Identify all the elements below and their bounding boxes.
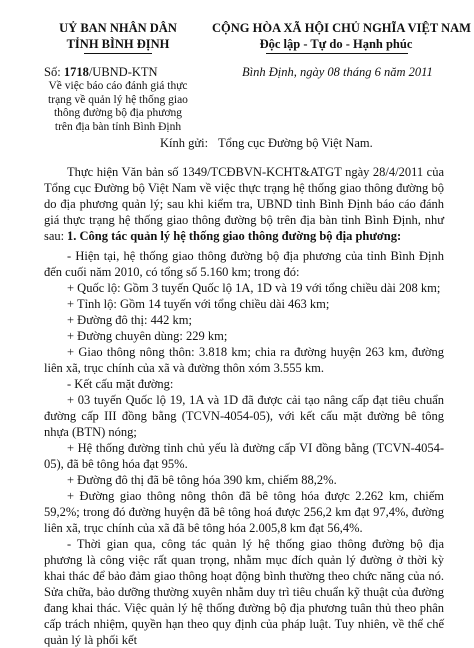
body-item: - Kết cấu mặt đường: (67, 377, 174, 391)
section-1-title: 1. Công tác quản lý hệ thống giao thông đường bộ địa phương: (67, 229, 402, 243)
document-date: Bình Định, ngày 08 tháng 6 năm 2011 (242, 65, 433, 79)
org-name-line1: UỶ BAN NHÂN DÂN (59, 21, 177, 35)
body-item: + Đường đô thị: 442 km; (67, 313, 192, 327)
subject-line: thông đường bộ địa phương (53, 107, 183, 119)
motto-underline (266, 53, 408, 54)
body-item: + Đường chuyên dùng: 229 km; (67, 329, 228, 343)
body-item: - Thời gian qua, công tác quản lý hệ thống giao thông đường bộ địa phương là công việc rất quan trọng, nhằm mục đích quản lý đường ở thời kỳ khai thác để bảo đảm giao thông hoạt động bình thường theo chức năng của nó. Sửa chữa, bảo dưỡng thường xuyên nhằm duy trì tiêu chuẩn kỹ thuật của đường đang khai thác. Việc quản lý hệ thống đường bộ địa phương tuân thủ theo phân cấp trách nhiệm, quyền hạn theo quy định của pháp luật. Tuy nhiên, về thể chế quản lý là phối kết (44, 537, 444, 647)
document-subject (34, 80, 202, 134)
nation-motto: Độc lập - Tự do - Hạnh phúc (259, 37, 413, 51)
document-number: Số: 1718/UBND-KTN (44, 65, 158, 79)
subject-line: trên địa bàn tỉnh Bình Định (54, 120, 182, 133)
subject-line: trạng về quản lý hệ thống giao (48, 93, 188, 106)
recipient-name: Tổng cục Đường bộ Việt Nam. (218, 136, 373, 150)
body-item: + Đường giao thông nông thôn đã bê tông hóa được 2.262 km, chiếm 59,2%; trong đó đường huyện đã bê tông hoá được 256,2 km đạt 97,4%, đường liên xã, trục chính của xã đã bê tông hóa 2.005,8 km đạt 56,4%. (44, 489, 444, 535)
intro-paragraph: Thực hiện Văn bản số 1349/TCĐBVN-KCHT&ATGT ngày 28/4/2011 của Tổng cục Đường bộ Việt Nam về việc thực trạng hệ thống giao thông đường bộ do địa phương quản lý; sau khi kiểm tra, UBND tỉnh Bình Định báo cáo đánh giá thực trạng hệ thống giao thông đường bộ trên địa bàn tỉnh Bình Định, như sau: (44, 165, 444, 243)
body-item: - Hiện tại, hệ thống giao thông đường bộ địa phương của tỉnh Bình Định đến cuối năm 2010, có tổng số 5.160 km; trong đó: (44, 249, 444, 279)
nation-title: CỘNG HÒA XÃ HỘI CHỦ NGHĨA VIỆT NAM (212, 21, 471, 35)
subject-line: Về việc báo cáo đánh giá thực (48, 80, 188, 92)
org-underline (84, 53, 152, 54)
section-1-body (44, 248, 444, 648)
org-name-line2: TỈNH BÌNH ĐỊNH (66, 37, 170, 51)
body-item: + Giao thông nông thôn: 3.818 km; chia ra đường huyện 263 km, đường liên xã, trục chính của xã và đường thôn xóm 3.555 km. (44, 345, 444, 375)
body-item: + Đường đô thị đã bê tông hóa 390 km, chiếm 88,2%. (67, 473, 337, 487)
recipient-label: Kính gửi: (160, 136, 209, 150)
body-item: + Quốc lộ: Gồm 3 tuyến Quốc lộ 1A, 1D và 19 với tổng chiều dài 208 km; (67, 281, 441, 295)
body-item: + Hệ thống đường tỉnh chủ yếu là đường cấp VI đồng bằng (TCVN-4054-05), đã bê tông hóa đạt 95%. (44, 441, 444, 471)
body-item: + Tỉnh lộ: Gồm 14 tuyến với tổng chiều dài 463 km; (67, 297, 330, 311)
body-item: + 03 tuyến Quốc lộ 19, 1A và 1D đã được cải tạo nâng cấp đạt tiêu chuẩn đường cấp III đồng bằng (TCVN-4054-05), với kết cấu mặt đường bê tông nhựa (BTN) nóng; (44, 393, 444, 439)
